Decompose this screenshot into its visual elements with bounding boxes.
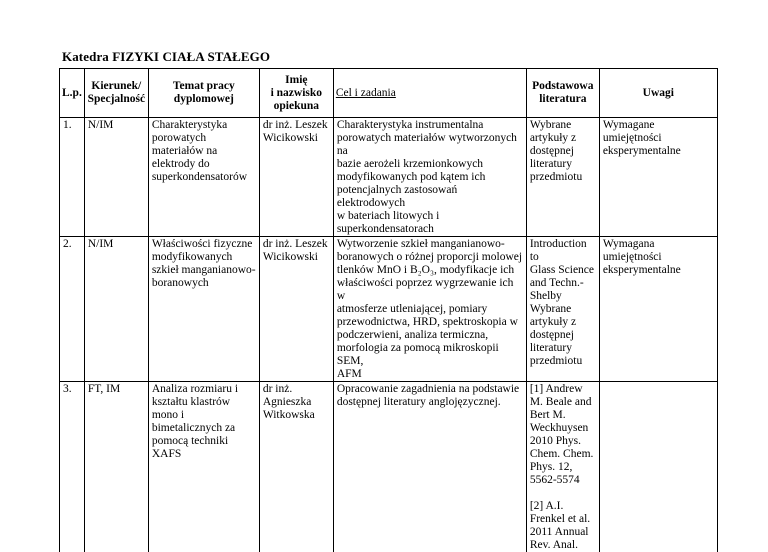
page-title: Katedra FIZYKI CIAŁA STAŁEGO xyxy=(62,49,270,65)
header-cel: Cel i zadania xyxy=(333,69,526,118)
header-literatura: Podstawowa literatura xyxy=(526,69,599,118)
header-opiekun: Imię i nazwisko opiekuna xyxy=(259,69,333,118)
cell-literatura xyxy=(526,237,599,382)
cell-kierunek: N/IM xyxy=(84,118,148,237)
table-header-row xyxy=(60,69,718,118)
table-row xyxy=(60,118,718,237)
cell-opiekun: dr inż. Leszek Wicikowski xyxy=(259,118,333,237)
cell-lp: 1. xyxy=(60,118,85,237)
cell-lp: 3. xyxy=(60,382,85,552)
theses-table xyxy=(59,68,718,552)
cell-temat: Analiza rozmiaru i kształtu klastrów mono i bimetalicznych za pomocą techniki XAFS xyxy=(148,382,259,552)
cell-temat: Właściwości fizyczne modyfikowanych szkieł manganianowo- boranowych xyxy=(148,237,259,382)
cell-kierunek: FT, IM xyxy=(84,382,148,552)
cell-opiekun: dr inż. Leszek Wicikowski xyxy=(259,237,333,382)
cell-temat: Charakterystyka porowatych materiałów na elektrody do superkondensatorów xyxy=(148,118,259,237)
cell-kierunek: N/IM xyxy=(84,237,148,382)
cell-cel: Opracowanie zagadnienia na podstawie dostępnej literatury anglojęzycznej. xyxy=(333,382,526,552)
header-uwagi: Uwagi xyxy=(599,69,717,118)
cell-literatura xyxy=(526,382,599,552)
table-row xyxy=(60,237,718,382)
cell-lp: 2. xyxy=(60,237,85,382)
header-temat: Temat pracy dyplomowej xyxy=(148,69,259,118)
cell-cel: Charakterystyka instrumentalna porowatych materiałów wytworzonych na bazie aerożeli krzemionkowych modyfikowanych pod kątem ich potencjalnych zastosowań elektrodowych w bateriach litowych i superkondensatorach xyxy=(333,118,526,237)
cell-uwagi: Wymagane umiejętności eksperymentalne xyxy=(599,118,717,237)
literature-entry: Introduction to Glass Science and Techn.- Shelby Wybrane artykuły z dostępnej literatury przedmiotu xyxy=(530,238,597,368)
cell-cel: Wytworzenie szkieł manganianowo- boranowych o różnej proporcji molowej tlenków MnO i B₂O₃, modyfikacje ich właściwości poprzez wygrzewanie ich w atmosferze utleniającej, pomiary przewodnictwa, HRD, spektroskopia w podczerwieni, analiza termiczna, morfologia za pomocą mikroskopii SEM, AFM xyxy=(333,237,526,382)
cell-opiekun: dr inż. Agnieszka Witkowska xyxy=(259,382,333,552)
cell-literatura xyxy=(526,118,599,237)
literature-entry: Wybrane artykuły z dostępnej literatury przedmiotu xyxy=(530,119,597,184)
literature-entry: [2] A.I. Frenkel et al. 2011 Annual Rev. Anal. xyxy=(530,500,597,552)
header-lp: L.p. xyxy=(60,69,85,118)
cell-uwagi: Wymagana umiejętności eksperymentalne xyxy=(599,237,717,382)
literature-entry: [1] Andrew M. Beale and Bert M. Weckhuysen 2010 Phys. Chem. Chem. Phys. 12, 5562-5574 xyxy=(530,383,597,487)
header-kierunek: Kierunek/ Specjalność xyxy=(84,69,148,118)
cell-uwagi xyxy=(599,382,717,552)
table-row xyxy=(60,382,718,552)
